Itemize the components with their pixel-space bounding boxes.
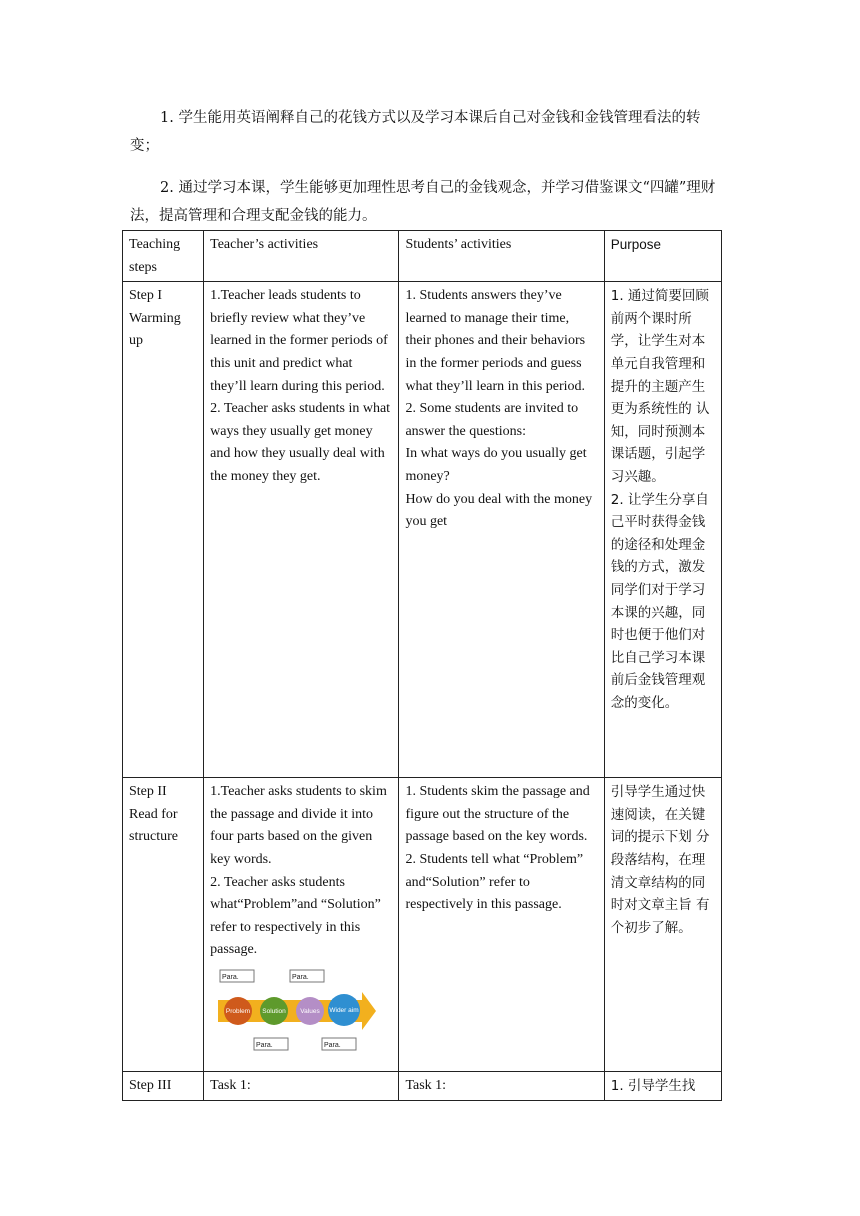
purpose-text: 1. 通过简要回顾前两个课时所学，让学生对本单元自我管理和提升的主题产生更为系统性的 认知，同时预测本课话题，引起学习兴趣。 xyxy=(610,288,710,485)
teacher-activity: 1.Teacher leads students to briefly review what they’ve learned in the former periods of this unit and predict what they’ll learn during this period. xyxy=(210,288,392,394)
students-cell xyxy=(399,1072,604,1101)
step-cell: Step II Read for structure xyxy=(123,778,204,1072)
para-label: Para. xyxy=(292,973,309,981)
lesson-plan-table xyxy=(122,230,722,1101)
table-row xyxy=(123,1072,722,1101)
objective-2: 2. 通过学习本课，学生能够更加理性思考自己的金钱观念，并学习借鉴课文“四罐”理财法，提高管理和合理支配金钱的能力。 xyxy=(130,180,716,224)
node-label: Problem xyxy=(226,1007,251,1015)
students-activity: 1. Students skim the passage and figure out the structure of the passage based on the key words. xyxy=(405,784,594,845)
table-row xyxy=(123,778,722,1072)
teacher-cell xyxy=(204,778,399,1072)
teacher-cell xyxy=(204,1072,399,1101)
purpose-text: 2. 让学生分享自己平时获得金钱的途径和处理金钱的方式，激发同学们对于学习本课的兴趣，同时也便于他们对比自己学习本课前后金钱管理观念的变化。 xyxy=(610,491,709,711)
node-label: Values xyxy=(300,1007,320,1015)
students-activity: 2. Students tell what “Problem” and“Solution” refer to respectively in this passage. xyxy=(405,851,587,913)
structure-diagram xyxy=(214,968,376,1054)
students-cell xyxy=(399,282,604,778)
teacher-activity: Task 1: xyxy=(210,1078,251,1094)
students-activity: 2. Some students are invited to answer the questions: xyxy=(405,401,582,439)
table-header-row xyxy=(123,231,722,282)
students-activity: Task 1: xyxy=(405,1078,447,1094)
header-teaching-steps: Teaching steps xyxy=(123,231,204,282)
purpose-text: 引导学生通过快速阅读，在关键词的提示下划 分段落结构，在理清文章结构的同时对文章主旨 有个初步了解。 xyxy=(610,784,710,936)
purpose-cell xyxy=(604,1072,721,1101)
students-activity: 1. Students answers they’ve learned to manage their time, their phones and their behaviors in the former periods and guess what they’ll learn in this period. xyxy=(405,288,589,394)
objectives xyxy=(130,104,728,244)
teacher-activity: 1.Teacher asks students to skim the passage and divide it into four parts based on the given key words. xyxy=(210,784,391,867)
purpose-cell xyxy=(604,282,721,778)
students-activity: How do you deal with the money you get xyxy=(405,491,596,530)
step-cell: Step I Warming up xyxy=(123,282,204,778)
node-label: Wider aim xyxy=(329,1006,359,1014)
step-cell: Step III xyxy=(123,1072,204,1101)
teacher-cell xyxy=(204,282,399,778)
header-students-activities: Students’ activities xyxy=(399,231,604,282)
purpose-cell xyxy=(604,778,721,1072)
node-label: Solution xyxy=(262,1007,286,1015)
objective-1: 1. 学生能用英语阐释自己的花钱方式以及学习本课后自己对金钱和金钱管理看法的转变； xyxy=(130,110,701,154)
header-teacher-activities: Teacher’s activities xyxy=(204,231,399,282)
para-label: Para. xyxy=(256,1041,273,1049)
header-purpose: Purpose xyxy=(604,231,721,282)
para-label: Para. xyxy=(324,1041,341,1049)
students-cell xyxy=(399,778,604,1072)
para-label: Para. xyxy=(222,973,239,981)
table-row xyxy=(123,282,722,778)
students-activity: In what ways do you usually get money? xyxy=(405,446,591,484)
teacher-activity: 2. Teacher asks students in what ways they usually get money and how they usually deal with the money they get. xyxy=(210,401,394,484)
purpose-text: 1. 引导学生找 xyxy=(610,1078,696,1095)
teacher-activity: 2. Teacher asks students what“Problem”and “Solution” refer to respectively in this passage. xyxy=(210,874,385,958)
